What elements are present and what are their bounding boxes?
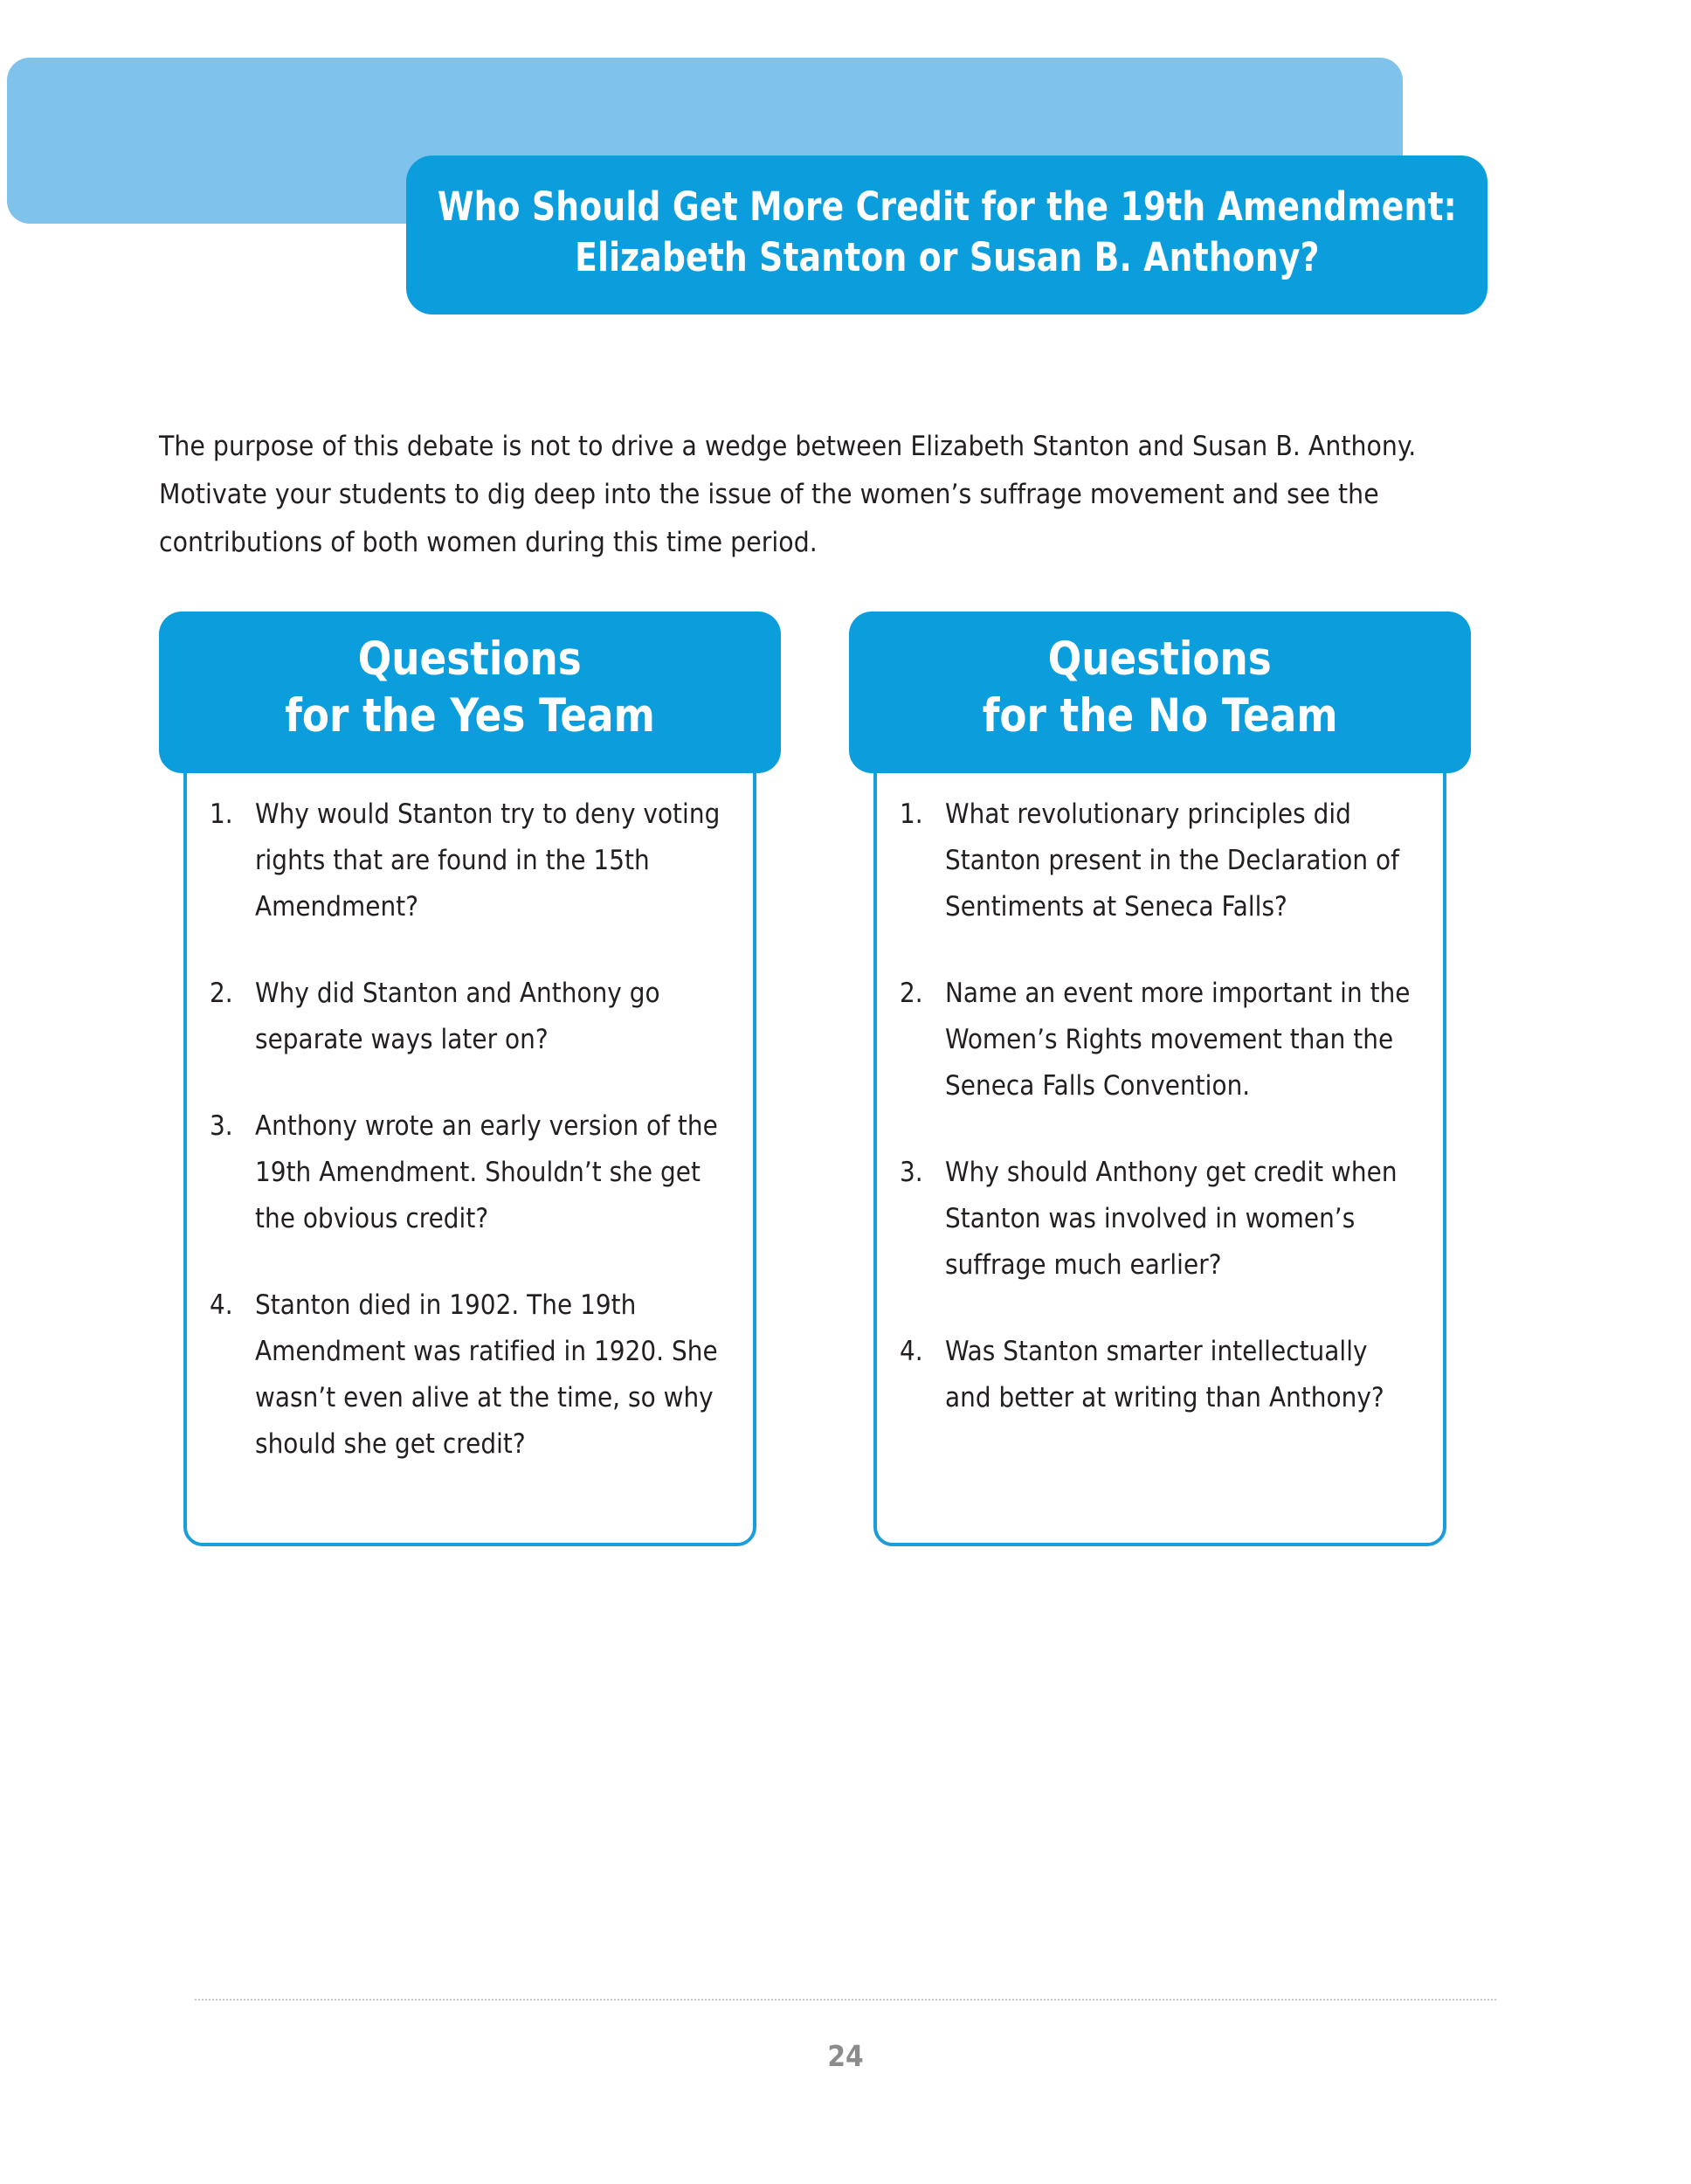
footer-divider bbox=[195, 1999, 1496, 2001]
card-header-line-2: for the No Team bbox=[982, 688, 1338, 743]
list-item-number: 2. bbox=[900, 978, 923, 1009]
list-item-text: What revolutionary principles did Stanton present in the Declaration of Sentiments at Seneca Falls? bbox=[945, 798, 1400, 923]
question-card-yes-team bbox=[159, 612, 781, 1546]
list-item bbox=[187, 1103, 753, 1242]
question-card-yes-header bbox=[159, 612, 781, 773]
list-item-text: Why did Stanton and Anthony go separate ways later on? bbox=[255, 978, 660, 1055]
list-item-number: 3. bbox=[210, 1110, 233, 1142]
list-item-text: Why should Anthony get credit when Stanton was involved in women’s suffrage much earlier? bbox=[945, 1157, 1398, 1281]
list-item-number: 1. bbox=[900, 798, 923, 830]
list-item-text: Anthony wrote an early version of the 19th Amendment. Shouldn’t she get the obvious credit? bbox=[255, 1110, 718, 1234]
list-item-text: Name an event more important in the Women’s Rights movement than the Seneca Falls Convention. bbox=[945, 978, 1411, 1102]
question-card-yes-body bbox=[183, 683, 756, 1546]
page-number: 24 bbox=[827, 2039, 864, 2073]
list-item-number: 2. bbox=[210, 978, 233, 1009]
intro-paragraph: The purpose of this debate is not to drive a wedge between Elizabeth Stanton and Susan B. Anthony. Motivate your students to dig deep into the issue of the women’s suffrage movement and see the contributions of both women during this time period. bbox=[159, 430, 1417, 558]
page-title-line-1: Who Should Get More Credit for the 19th Amendment: bbox=[437, 183, 1457, 231]
list-item bbox=[877, 1150, 1443, 1289]
page-title-line-2: Elizabeth Stanton or Susan B. Anthony? bbox=[574, 234, 1320, 280]
question-cards-container bbox=[159, 612, 1495, 1546]
list-item bbox=[877, 971, 1443, 1109]
list-item-number: 4. bbox=[210, 1289, 233, 1321]
list-item-text: Was Stanton smarter intellectually and better at writing than Anthony? bbox=[945, 1336, 1384, 1413]
list-item bbox=[877, 1329, 1443, 1421]
list-item bbox=[187, 791, 753, 930]
card-header-line-2: for the Yes Team bbox=[285, 688, 655, 743]
question-card-no-team bbox=[849, 612, 1471, 1546]
list-item bbox=[877, 791, 1443, 930]
list-item bbox=[187, 1282, 753, 1468]
card-header-line-1: Questions bbox=[358, 632, 582, 686]
page-title-banner bbox=[406, 156, 1487, 314]
list-item-number: 3. bbox=[900, 1157, 923, 1188]
list-item-text: Stanton died in 1902. The 19th Amendment was ratified in 1920. She wasn’t even alive at the time, so why should she get credit? bbox=[255, 1289, 718, 1460]
list-item-number: 4. bbox=[900, 1336, 923, 1367]
question-card-no-header bbox=[849, 612, 1471, 773]
card-header-line-1: Questions bbox=[1048, 632, 1272, 686]
list-item-number: 1. bbox=[210, 798, 233, 830]
question-list-no bbox=[877, 791, 1443, 1462]
list-item bbox=[187, 971, 753, 1063]
list-item-text: Why would Stanton try to deny voting rights that are found in the 15th Amendment? bbox=[255, 798, 721, 923]
question-card-no-body bbox=[873, 683, 1446, 1546]
question-list-yes bbox=[187, 791, 753, 1508]
